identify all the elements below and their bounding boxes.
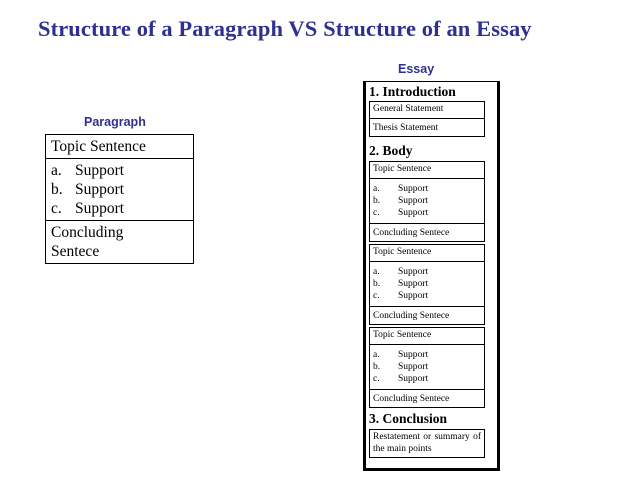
body-heading: 2. Body: [369, 143, 413, 158]
conclusion-heading: 3. Conclusion: [369, 411, 448, 426]
body-support-item: [373, 373, 481, 385]
thesis-statement: Thesis Statement: [370, 118, 484, 137]
conclusion-text: Restatement or summary of the main points: [373, 432, 481, 454]
support-marker: a.: [373, 183, 380, 194]
support-marker: b.: [373, 278, 381, 289]
support-marker: a.: [373, 349, 380, 360]
support-text: Support: [398, 373, 429, 384]
support-marker: c.: [373, 373, 380, 384]
support-marker: c.: [373, 207, 380, 218]
support-text: Support: [398, 278, 429, 289]
paragraph-support-item: [51, 161, 188, 180]
body-support-item: [373, 349, 481, 361]
body-paragraph-box: [369, 244, 485, 325]
body-support-item: [373, 361, 481, 373]
support-text: Support: [398, 266, 429, 277]
support-marker: a.: [51, 162, 62, 179]
body-concluding-sentence: Concluding Sentece: [370, 306, 484, 325]
conclusion-box: [369, 429, 485, 458]
paragraph-support-item: [51, 199, 188, 218]
paragraph-structure-box: [45, 134, 194, 264]
paragraph-support-item: [51, 180, 188, 199]
page-title: Structure of a Paragraph VS Structure of an Essay: [38, 16, 532, 41]
support-text: Support: [75, 162, 125, 179]
body-paragraph-box: [369, 161, 485, 242]
body-support-item: [373, 278, 481, 290]
paragraph-concluding-sentence: Concluding Sentece: [46, 220, 193, 263]
body-concluding-sentence: Concluding Sentece: [370, 389, 484, 408]
support-text: Support: [398, 183, 429, 194]
body-supports: [370, 344, 484, 389]
body-supports: [370, 261, 484, 306]
body-support-item: [373, 195, 481, 207]
body-topic-sentence: Topic Sentence: [373, 330, 432, 340]
body-topic-sentence: Topic Sentence: [373, 164, 432, 174]
support-text: Support: [398, 361, 429, 372]
support-text: Support: [398, 195, 429, 206]
support-text: Support: [398, 207, 429, 218]
support-marker: b.: [373, 361, 381, 372]
body-support-item: [373, 183, 481, 195]
paragraph-supports: [46, 158, 193, 220]
support-text: Support: [398, 349, 429, 360]
body-paragraph-box: [369, 327, 485, 408]
body-topic-sentence: Topic Sentence: [373, 247, 432, 257]
introduction-heading: 1. Introduction: [369, 84, 456, 99]
body-concluding-sentence: Concluding Sentece: [370, 223, 484, 242]
general-statement: General Statement: [373, 104, 444, 114]
support-text: Support: [398, 290, 429, 301]
body-supports: [370, 178, 484, 223]
body-support-item: [373, 290, 481, 302]
essay-heading: Essay: [398, 62, 435, 76]
paragraph-heading: Paragraph: [84, 115, 146, 129]
support-marker: b.: [373, 195, 381, 206]
body-support-item: [373, 207, 481, 219]
support-marker: b.: [51, 181, 63, 198]
support-marker: c.: [373, 290, 380, 301]
support-marker: a.: [373, 266, 380, 277]
support-marker: c.: [51, 200, 62, 217]
paragraph-topic-sentence: Topic Sentence: [51, 138, 146, 155]
body-support-item: [373, 266, 481, 278]
support-text: Support: [75, 181, 125, 198]
support-text: Support: [75, 200, 125, 217]
introduction-box: [369, 101, 485, 137]
